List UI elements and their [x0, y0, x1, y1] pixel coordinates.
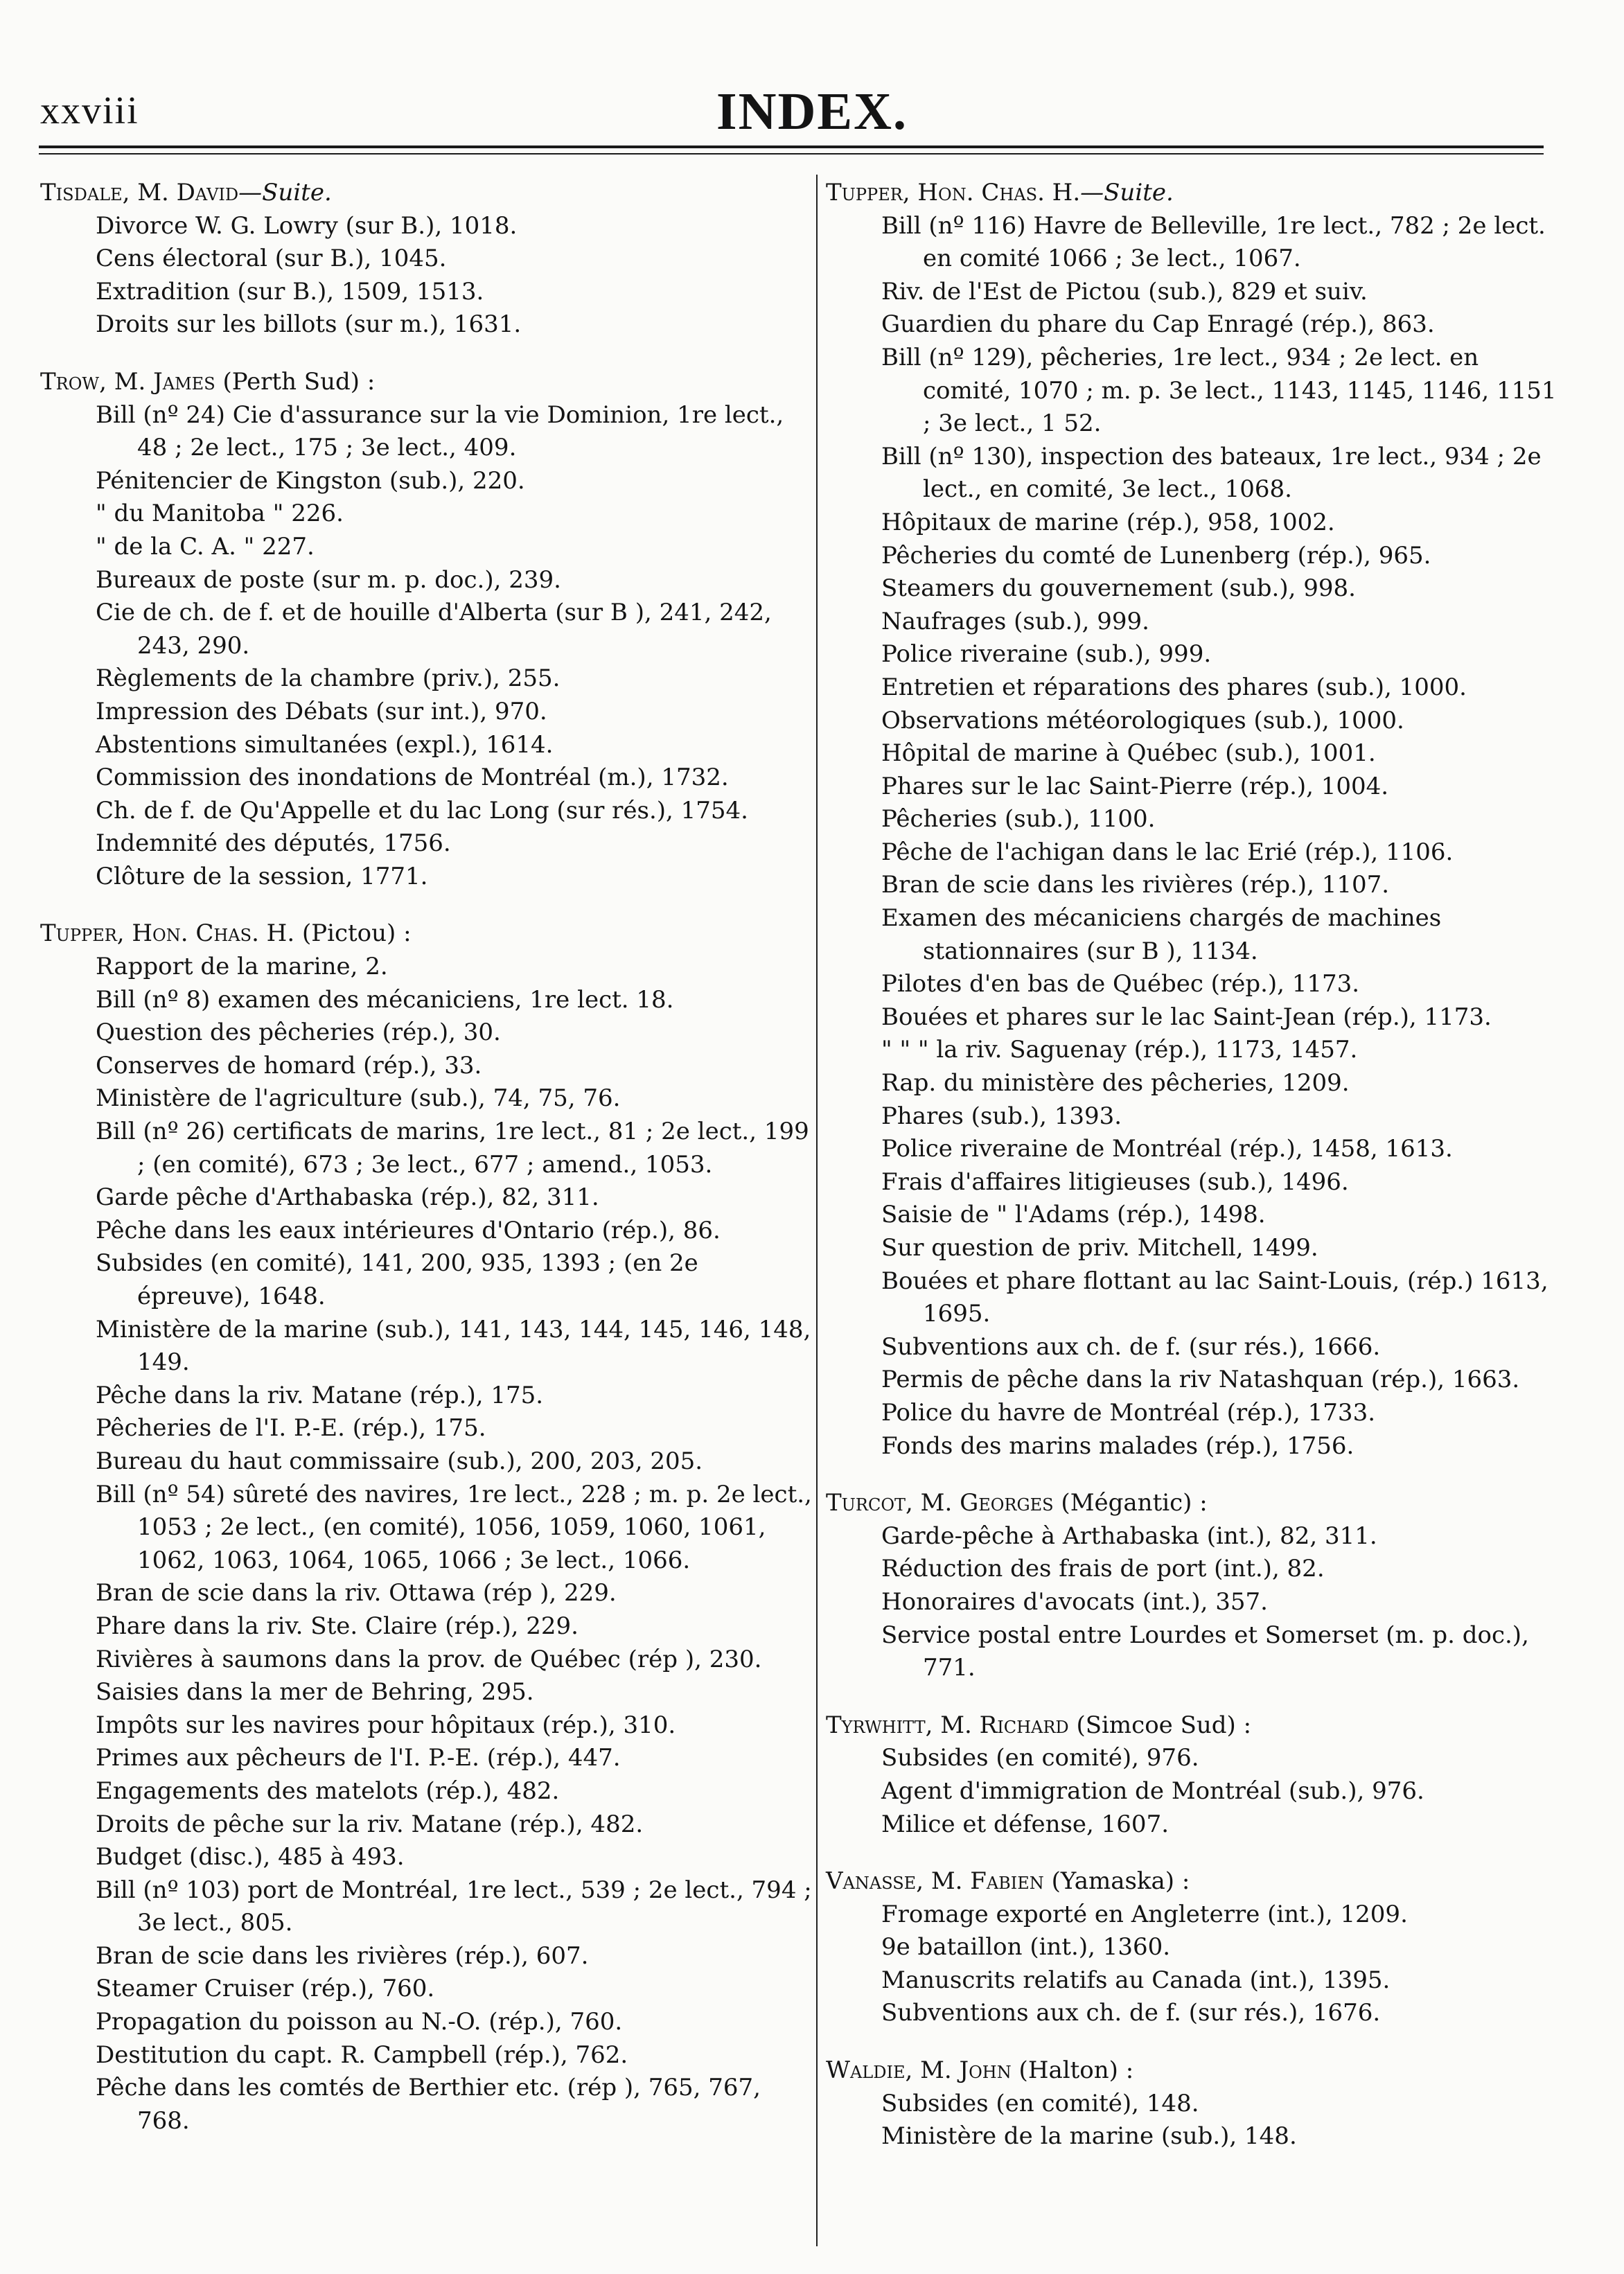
index-item: Commission des inondations de Montréal (m.), 1732. [96, 764, 729, 792]
member-riding: (Simcoe Sud) : [1068, 1711, 1252, 1739]
entry-heading [826, 1865, 1560, 1898]
index-item: Fromage exporté en Angleterre (int.), 1209. [881, 1900, 1408, 1928]
index-item: Droits sur les billots (sur m.), 1631. [96, 310, 522, 339]
index-item: Clôture de la session, 1771. [96, 862, 428, 890]
index-item: Ch. de f. de Qu'Appelle et du lac Long (sur rés.), 1754. [96, 796, 748, 825]
member-riding: (Pictou) : [294, 919, 412, 948]
index-item: Règlements de la chambre (priv.), 255. [96, 664, 561, 693]
index-item: Manuscrits relatifs au Canada (int.), 1395. [881, 1966, 1391, 1994]
index-item: Pêche dans les comtés de Berthier etc. (rép ), 765, 767, 768. [96, 2074, 761, 2135]
index-item: Pilotes d'en bas de Québec (rép.), 1173. [881, 970, 1360, 998]
index-item: Ministère de la marine (sub.), 148. [881, 2122, 1297, 2151]
member-name: Vanasse, M. Fabien [826, 1867, 1044, 1896]
member-name: Tisdale, M. David [40, 179, 239, 206]
index-item: Fonds des marins malades (rép.), 1756. [881, 1431, 1354, 1460]
index-item: Bouées et phare flottant au lac Saint-Louis, (rép.) 1613, 1695. [881, 1267, 1548, 1328]
index-item: Pêche dans la riv. Matane (rép.), 175. [96, 1381, 544, 1409]
index-item: Police riveraine (sub.), 999. [881, 640, 1212, 669]
index-item: Bureau du haut commissaire (sub.), 200, 203, 205. [96, 1447, 703, 1475]
index-item: Divorce W. G. Lowry (sur B.), 1018. [96, 211, 518, 240]
member-name: Waldie, M. John [826, 2056, 1012, 2085]
index-item: Subventions aux ch. de f. (sur rés.), 1666. [881, 1332, 1381, 1361]
member-riding: (Perth Sud) : [215, 367, 376, 396]
index-item: Phares (sub.), 1393. [881, 1102, 1122, 1130]
index-entry [826, 1487, 1560, 1685]
index-item: Bill (nº 24) Cie d'assurance sur la vie Dominion, 1re lect., 48 ; 2e lect., 175 ; 3e lect., 409. [96, 400, 784, 462]
index-item: 9e bataillon (int.), 1360. [881, 1933, 1171, 1962]
index-item: Subsides (en comité), 148. [881, 2089, 1199, 2117]
index-item: Pêcheries du comté de Lunenberg (rép.), 965. [881, 541, 1431, 570]
index-entry [40, 366, 815, 894]
index-item: Ministère de l'agriculture (sub.), 74, 75, 76. [96, 1084, 621, 1113]
index-entry [826, 177, 1560, 1463]
index-item: Engagements des matelots (rép.), 482. [96, 1777, 560, 1805]
index-item: Primes aux pêcheurs de l'I. P.-E. (rép.), 447. [96, 1744, 621, 1772]
column-divider [816, 175, 818, 2246]
left-column [40, 177, 815, 2162]
entry-heading [826, 2054, 1560, 2088]
header-rule [39, 146, 1544, 148]
index-item: Abstentions simultanées (expl.), 1614. [96, 730, 554, 759]
index-item: Bran de scie dans les rivières (rép.), 607. [96, 1941, 589, 1970]
index-item: Sur question de priv. Mitchell, 1499. [881, 1234, 1318, 1262]
index-entry [40, 917, 815, 2138]
index-item: Police riveraine de Montréal (rép.), 1458, 1613. [881, 1135, 1453, 1163]
index-item: Entretien et réparations des phares (sub.), 1000. [881, 673, 1467, 701]
index-item: Bran de scie dans les rivières (rép.), 1107. [881, 871, 1390, 899]
index-entry [826, 2054, 1560, 2153]
index-item: Subventions aux ch. de f. (sur rés.), 1676. [881, 1999, 1381, 2027]
right-column [826, 177, 1560, 2178]
member-riding: (Yamaska) : [1043, 1867, 1190, 1896]
page-title: INDEX. [716, 82, 908, 141]
index-item: Bill (nº 116) Havre de Belleville, 1re lect., 782 ; 2e lect. en comité 1066 ; 3e lect., 1067. [881, 211, 1546, 273]
page-number: xxviii [40, 89, 139, 132]
index-item: Steamers du gouvernement (sub.), 998. [881, 574, 1356, 603]
index-item: Frais d'affaires litigieuses (sub.), 1496. [881, 1167, 1349, 1196]
index-item: Pêche de l'achigan dans le lac Erié (rép.), 1106. [881, 838, 1454, 866]
index-item: Bill (nº 103) port de Montréal, 1re lect., 539 ; 2e lect., 794 ; 3e lect., 805. [96, 1876, 812, 1937]
index-item: Naufrages (sub.), 999. [881, 607, 1149, 635]
index-entry [40, 177, 815, 342]
index-item: Saisie de " l'Adams (rép.), 1498. [881, 1201, 1266, 1229]
index-item: " du Manitoba " 226. [96, 500, 344, 528]
index-item: Honoraires d'avocats (int.), 357. [881, 1587, 1268, 1616]
index-item: Propagation du poisson au N.-O. (rép.), 760. [96, 2008, 623, 2036]
index-item: Bill (nº 54) sûreté des navires, 1re lect., 228 ; m. p. 2e lect., 1053 ; 2e lect., (en comité), 1056, 1059, 1060, 1061, 1062, 1063, 1064, 1065, 1066 ; 3e lect., 1066. [96, 1480, 812, 1574]
index-item: Saisies dans la mer de Behring, 295. [96, 1678, 534, 1707]
entry-heading [40, 366, 815, 399]
index-item: Subsides (en comité), 976. [881, 1744, 1199, 1772]
index-item: Pêcheries (sub.), 1100. [881, 805, 1156, 834]
index-item: Destitution du capt. R. Campbell (rép.), 762. [96, 2041, 628, 2069]
index-item: Bureaux de poste (sur m. p. doc.), 239. [96, 565, 561, 594]
index-item: Rap. du ministère des pêcheries, 1209. [881, 1069, 1350, 1098]
index-item: Agent d'immigration de Montréal (sub.), 976. [881, 1777, 1424, 1805]
index-item: Bill (nº 8) examen des mécaniciens, 1re lect. 18. [96, 985, 674, 1014]
index-item: Hôpital de marine à Québec (sub.), 1001. [881, 739, 1376, 768]
index-item: Riv. de l'Est de Pictou (sub.), 829 et suiv. [881, 277, 1368, 306]
entry-heading [826, 1709, 1560, 1743]
index-item: Observations météorologiques (sub.), 1000. [881, 706, 1404, 734]
member-riding: (Halton) : [1011, 2056, 1134, 2085]
index-item: Bran de scie dans la riv. Ottawa (rép ), 229. [96, 1579, 617, 1607]
index-item: Phare dans la riv. Ste. Claire (rép.), 229. [96, 1612, 579, 1640]
index-item: Bill (nº 130), inspection des bateaux, 1re lect., 934 ; 2e lect., en comité, 3e lect., 1068. [881, 442, 1542, 504]
index-item: Service postal entre Lourdes et Somerset (m. p. doc.), 771. [881, 1621, 1529, 1682]
index-item: Cie de ch. de f. et de houille d'Alberta (sur B ), 241, 242, 243, 290. [96, 599, 772, 660]
entry-heading [40, 177, 815, 210]
index-item: Conserves de homard (rép.), 33. [96, 1051, 482, 1079]
member-riding: —Suite. [1080, 179, 1174, 206]
index-item: Phares sur le lac Saint-Pierre (rép.), 1004. [881, 772, 1389, 800]
entry-heading [40, 917, 815, 951]
index-entry [826, 1709, 1560, 1841]
index-item: Pénitencier de Kingston (sub.), 220. [96, 466, 525, 495]
index-item: Réduction des frais de port (int.), 82. [881, 1555, 1325, 1583]
index-item: Bill (nº 129), pêcheries, 1re lect., 934 ; 2e lect. en comité, 1070 ; m. p. 3e lect., 1143, 1145, 1146, 1151 ; 3e lect., 1 52. [881, 343, 1557, 438]
index-item: Rivières à saumons dans la prov. de Québec (rép ), 230. [96, 1645, 762, 1673]
index-item: Permis de pêche dans la riv Natashquan (rép.), 1663. [881, 1366, 1520, 1394]
index-item: " de la C. A. " 227. [96, 532, 315, 561]
index-item: Hôpitaux de marine (rép.), 958, 1002. [881, 508, 1335, 536]
index-item: Cens électoral (sur B.), 1045. [96, 245, 447, 273]
index-item: Budget (disc.), 485 à 493. [96, 1843, 405, 1871]
index-item: Rapport de la marine, 2. [96, 953, 388, 981]
member-name: Trow, M. James [40, 367, 215, 396]
index-item: Impôts sur les navires pour hôpitaux (rép.), 310. [96, 1711, 676, 1739]
index-item: Examen des mécaniciens chargés de machines stationnaires (sur B ), 1134. [881, 904, 1442, 965]
member-name: Turcot, M. Georges [826, 1489, 1054, 1517]
member-name: Tupper, Hon. Chas. H. [40, 919, 295, 948]
index-item: Pêcheries de l'I. P.-E. (rép.), 175. [96, 1414, 486, 1443]
index-item: Bouées et phares sur le lac Saint-Jean (rép.), 1173. [881, 1003, 1492, 1031]
member-name: Tyrwhitt, M. Richard [826, 1711, 1069, 1739]
member-name: Tupper, Hon. Chas. H. [826, 179, 1081, 206]
index-item: Bill (nº 26) certificats de marins, 1re lect., 81 ; 2e lect., 199 ; (en comité), 673 ; 3e lect., 677 ; amend., 1053. [96, 1118, 809, 1179]
index-item: Milice et défense, 1607. [881, 1810, 1170, 1838]
index-entry [826, 1865, 1560, 2030]
index-item: Subsides (en comité), 141, 200, 935, 1393 ; (en 2e épreuve), 1648. [96, 1249, 698, 1310]
index-item: Impression des Débats (sur int.), 970. [96, 697, 547, 725]
member-riding: —Suite. [238, 179, 332, 206]
index-item: Steamer Cruiser (rép.), 760. [96, 1975, 435, 2003]
index-item: Garde-pêche à Arthabaska (int.), 82, 311. [881, 1522, 1377, 1550]
entry-heading [826, 1487, 1560, 1520]
index-item: Police du havre de Montréal (rép.), 1733. [881, 1398, 1376, 1427]
index-item: Indemnité des députés, 1756. [96, 829, 451, 858]
index-item: Garde pêche d'Arthabaska (rép.), 82, 311. [96, 1183, 599, 1212]
index-item: Extradition (sur B.), 1509, 1513. [96, 277, 484, 306]
index-item: " " " la riv. Saguenay (rép.), 1173, 1457. [881, 1036, 1358, 1064]
index-item: Pêche dans les eaux intérieures d'Ontario (rép.), 86. [96, 1216, 721, 1244]
member-riding: (Mégantic) : [1053, 1489, 1208, 1517]
index-item: Guardien du phare du Cap Enragé (rép.), 863. [881, 310, 1435, 339]
index-item: Ministère de la marine (sub.), 141, 143, 144, 145, 146, 148, 149. [96, 1315, 811, 1377]
header-rule-thin [39, 153, 1544, 155]
index-item: Question des pêcheries (rép.), 30. [96, 1019, 501, 1047]
index-item: Droits de pêche sur la riv. Matane (rép.), 482. [96, 1810, 644, 1838]
entry-heading [826, 177, 1560, 210]
